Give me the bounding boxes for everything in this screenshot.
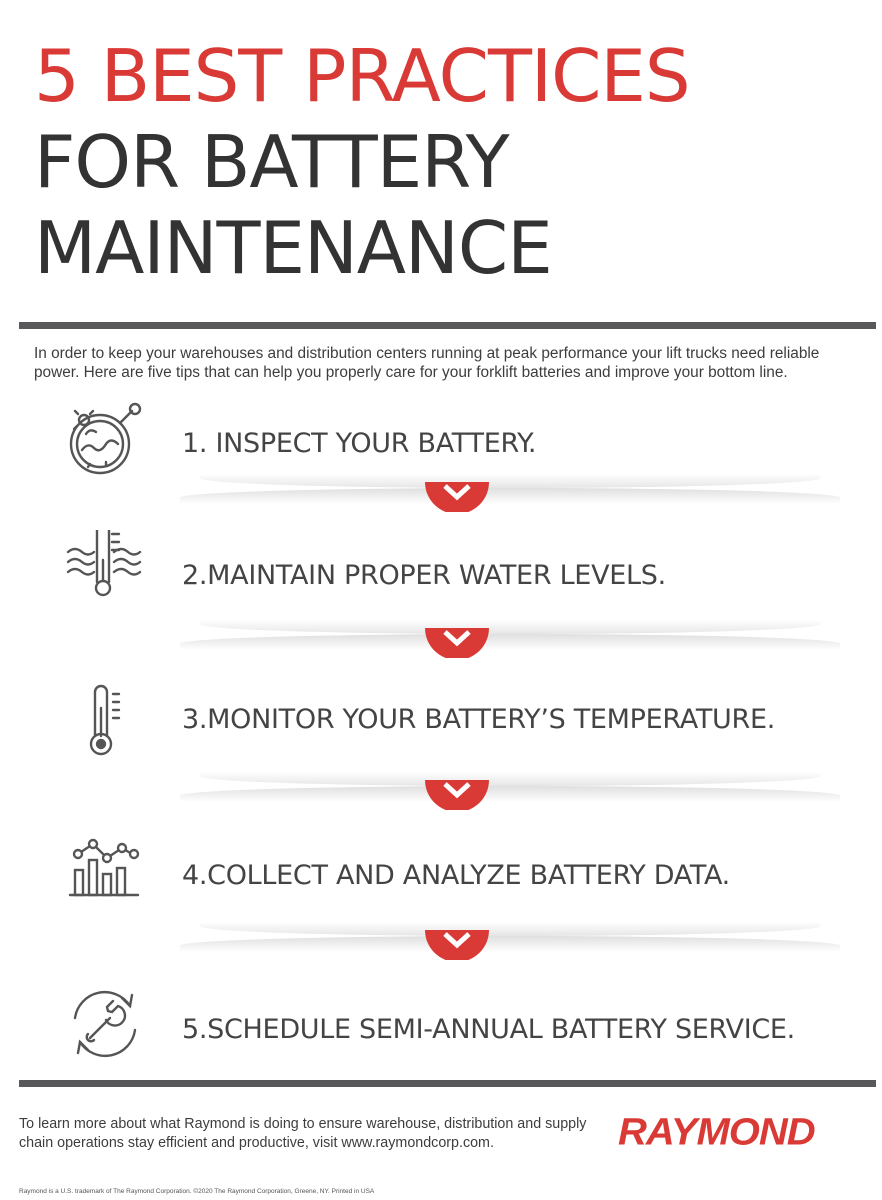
- intro-paragraph: In order to keep your warehouses and distribution centers running at peak performance your lift trucks need reliable power. Here are five tips that can help you properly care for your forklift batteries and improve your bottom line.: [34, 345, 820, 381]
- step-divider-4: [0, 936, 882, 976]
- data-chart-icon: [60, 830, 150, 920]
- chevron-down-icon: [425, 628, 489, 658]
- fine-print: Raymond is a U.S. trademark of The Raymond Corporation. ©2020 The Raymond Corporation, Greene, NY. Printed in USA: [19, 1188, 375, 1195]
- raymond-logo: RAYMOND: [618, 1111, 815, 1153]
- title-line-3: MAINTENANCE: [34, 206, 552, 290]
- thermometer-icon: [60, 674, 150, 764]
- step-divider-3: [0, 786, 882, 826]
- bottom-divider-rule: [19, 1080, 876, 1087]
- title-line-1: 5 BEST PRACTICES: [34, 34, 690, 118]
- step-4-label: 4.COLLECT AND ANALYZE BATTERY DATA.: [182, 860, 730, 891]
- top-divider-rule: [19, 322, 876, 329]
- chevron-down-icon: [425, 482, 489, 512]
- page-title: [34, 34, 690, 292]
- service-wrench-icon: [60, 984, 150, 1074]
- magnifier-inspect-icon: [60, 398, 150, 488]
- chevron-down-icon: [425, 780, 489, 810]
- title-line-2: FOR BATTERY: [34, 120, 509, 204]
- step-divider-1: [0, 488, 882, 528]
- water-level-icon: [60, 530, 150, 620]
- step-1-label: 1. INSPECT YOUR BATTERY.: [182, 428, 537, 459]
- chevron-down-icon: [425, 930, 489, 960]
- step-2-label: 2.MAINTAIN PROPER WATER LEVELS.: [182, 560, 666, 591]
- footer-text: To learn more about what Raymond is doing to ensure warehouse, distribution and supply chain operations stay efficient and productive, visit www.raymondcorp.com.: [19, 1116, 587, 1151]
- step-5-label: 5.SCHEDULE SEMI-ANNUAL BATTERY SERVICE.: [182, 1014, 795, 1045]
- step-divider-2: [0, 634, 882, 674]
- step-3-label: 3.MONITOR YOUR BATTERY’S TEMPERATURE.: [182, 704, 776, 735]
